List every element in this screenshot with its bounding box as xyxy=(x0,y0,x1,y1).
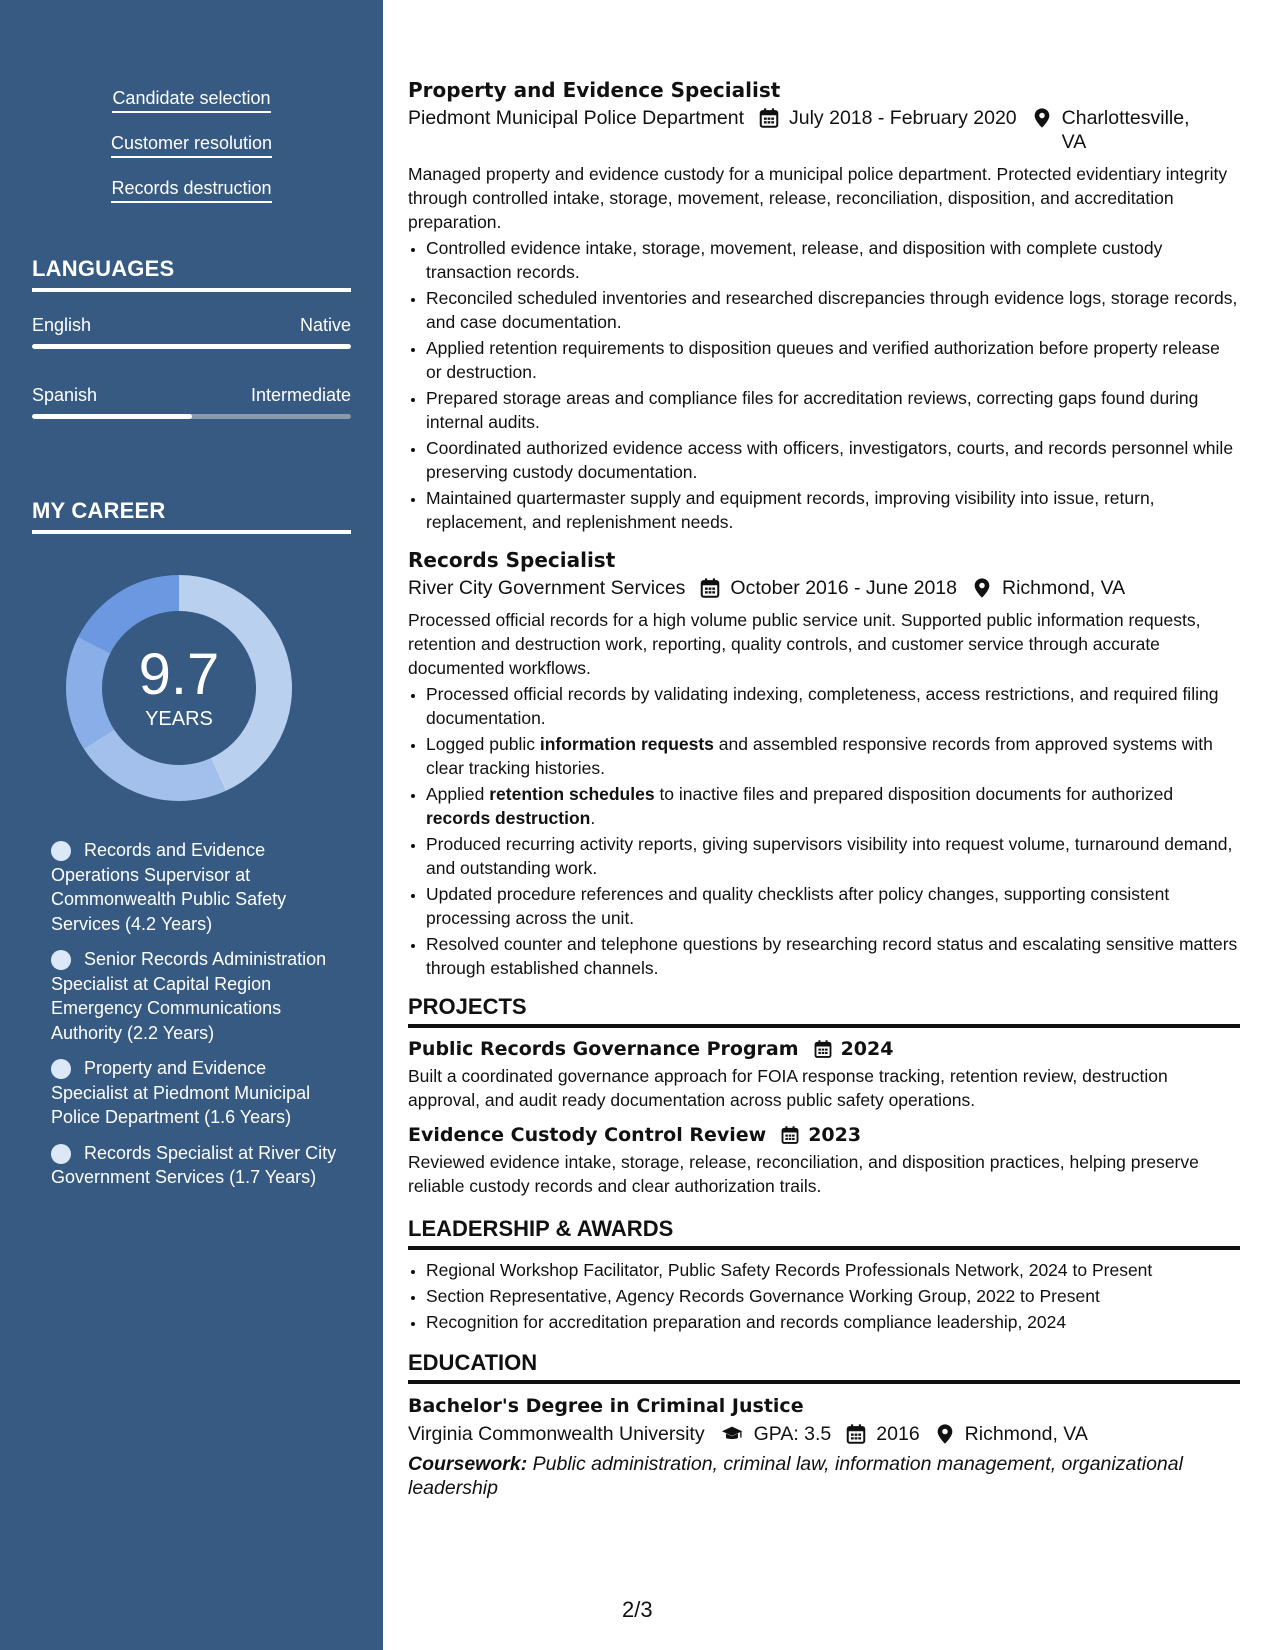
award-item: • Recognition for accreditation preparation and records compliance leadership, 2024 xyxy=(426,1310,1240,1334)
legend-text: Senior Records Administration Specialist at Capital Region Emergency Communications Authority (2.2 Years) xyxy=(51,949,327,1043)
calendar-icon xyxy=(699,577,721,599)
bold-text: retention schedules xyxy=(489,784,655,804)
job-organization: Piedmont Municipal Police Department xyxy=(408,107,744,129)
career-legend-item xyxy=(51,1056,341,1130)
job-summary: Managed property and evidence custody for a municipal police department. Protected evidentiary integrity through controlled intake, storage, movement, release, reconciliation, disposition, and accreditation preparation. xyxy=(408,164,1228,232)
award-item: • Regional Workshop Facilitator, Public Safety Records Professionals Network, 2024 to Present xyxy=(426,1258,1240,1282)
language-level: Intermediate xyxy=(250,385,351,405)
job-title: Records Specialist xyxy=(408,548,616,572)
skill-item: Customer resolution xyxy=(111,132,272,158)
calendar-icon xyxy=(813,1039,833,1059)
language-bar-fill xyxy=(32,414,192,419)
skills-list xyxy=(0,87,383,222)
legend-dot xyxy=(51,1059,71,1079)
bullet-item: • Controlled evidence intake, storage, movement, release, and disposition with complete custody transaction records. xyxy=(426,236,1240,284)
job-location-text: Richmond, VA xyxy=(1002,577,1126,599)
job-dates-text: July 2018 - February 2020 xyxy=(789,107,1017,129)
job-location xyxy=(1031,106,1201,154)
language-level: Native xyxy=(299,315,351,335)
legend-text: Records Specialist at River City Government Services (1.7 Years) xyxy=(51,1142,337,1187)
bullet-item: • Maintained quartermaster supply and equipment records, improving visibility into issue, return, replacement, and replenishment needs. xyxy=(426,486,1240,534)
main-content xyxy=(408,76,1240,1500)
language-bar xyxy=(32,344,351,349)
bold-text: records destruction xyxy=(426,808,591,828)
job-dates xyxy=(758,106,1017,154)
bullet-item: • Logged public information requests and assembled responsive records from approved systems with clear tracking histories. xyxy=(426,732,1240,780)
job-summary: Processed official records for a high volume public service unit. Supported public information requests, retention and destruction work, reporting, quality controls, and customer service through accurate documented workflows. xyxy=(408,610,1201,678)
language-english xyxy=(32,314,351,336)
awards-heading: LEADERSHIP & AWARDS xyxy=(408,1216,1240,1250)
project-year: 2024 xyxy=(840,1038,894,1060)
job-title: Property and Evidence Specialist xyxy=(408,78,781,102)
job-entry xyxy=(408,76,1240,534)
languages-heading: LANGUAGES xyxy=(32,256,351,292)
education-gpa xyxy=(719,1422,832,1446)
project-title: Evidence Custody Control Review xyxy=(408,1124,767,1146)
career-total-value: 9.7 xyxy=(138,642,220,707)
project-title-row xyxy=(408,1122,1240,1148)
education-year xyxy=(845,1422,919,1446)
career-total xyxy=(66,575,292,801)
job-bullets xyxy=(408,682,1240,980)
education-meta xyxy=(408,1422,1240,1446)
gpa-text: GPA: 3.5 xyxy=(753,1423,832,1445)
location-pin-icon xyxy=(971,577,993,599)
job-meta xyxy=(408,106,1240,154)
job-bullets xyxy=(408,236,1240,534)
career-legend-item xyxy=(51,947,341,1045)
language-bar xyxy=(32,414,351,419)
job-entry xyxy=(408,546,1240,980)
job-dates xyxy=(699,576,957,600)
legend-dot xyxy=(51,841,71,861)
coursework-label: Coursework: xyxy=(408,1453,528,1475)
language-bar-fill xyxy=(32,344,351,349)
bullet-item: • Processed official records by validating indexing, completeness, access restrictions, and required filing documentation. xyxy=(426,682,1240,730)
job-meta xyxy=(408,576,1240,600)
awards-list xyxy=(408,1258,1240,1334)
graduation-cap-icon xyxy=(719,1423,745,1445)
education-location xyxy=(934,1422,1088,1446)
language-name: Spanish xyxy=(32,385,98,405)
education-heading: EDUCATION xyxy=(408,1350,1240,1384)
project-entry xyxy=(408,1036,1240,1112)
job-location-text: Charlottesville, VA xyxy=(1061,107,1190,153)
project-year: 2023 xyxy=(808,1124,862,1146)
bullet-item: • Resolved counter and telephone questions by researching record status and escalating sensitive matters through established channels. xyxy=(426,932,1240,980)
bullet-item: • Prepared storage areas and compliance files for accreditation reviews, correcting gaps found during internal audits. xyxy=(426,386,1240,434)
skill-item: Records destruction xyxy=(111,177,271,203)
sidebar xyxy=(0,0,383,1650)
career-heading: MY CAREER xyxy=(32,498,351,534)
bullet-item: • Applied retention schedules to inactive files and prepared disposition documents for authorized records destruction. xyxy=(426,782,1240,830)
language-spanish xyxy=(32,384,351,406)
legend-text: Property and Evidence Specialist at Piedmont Municipal Police Department (1.6 Years) xyxy=(51,1058,311,1127)
skill-item: Candidate selection xyxy=(112,87,270,113)
career-total-unit: YEARS xyxy=(145,708,213,730)
bold-text: information requests xyxy=(539,734,714,754)
school-name: Virginia Commonwealth University xyxy=(408,1423,705,1445)
language-name: English xyxy=(32,315,92,335)
job-location xyxy=(971,576,1125,600)
calendar-icon xyxy=(845,1423,867,1445)
bullet-item: • Applied retention requirements to disposition queues and verified authorization before property release or destruction. xyxy=(426,336,1240,384)
project-description: Reviewed evidence intake, storage, release, reconciliation, and disposition practices, helping preserve reliable custody records and clear authorization trails. xyxy=(408,1152,1199,1196)
legend-dot xyxy=(51,950,71,970)
bullet-item: • Updated procedure references and quality checklists after policy changes, supporting consistent processing across the unit. xyxy=(426,882,1240,930)
bullet-item: • Produced recurring activity reports, giving supervisors visibility into request volume, turnaround demand, and outstanding work. xyxy=(426,832,1240,880)
career-legend-item xyxy=(51,1141,341,1190)
legend-dot xyxy=(51,1144,71,1164)
project-entry xyxy=(408,1122,1240,1198)
career-legend xyxy=(51,838,341,1201)
calendar-icon xyxy=(758,107,780,129)
legend-text: Records and Evidence Operations Supervisor at Commonwealth Public Safety Services (4.2 Years) xyxy=(51,840,287,934)
award-item: • Section Representative, Agency Records Governance Working Group, 2022 to Present xyxy=(426,1284,1240,1308)
location-pin-icon xyxy=(1031,107,1053,129)
job-dates-text: October 2016 - June 2018 xyxy=(730,577,957,599)
page-number: 2/3 xyxy=(622,1597,653,1622)
coursework-text: Public administration, criminal law, information management, organizational leadership xyxy=(408,1453,1183,1499)
job-organization: River City Government Services xyxy=(408,577,686,599)
bullet-item: • Coordinated authorized evidence access with officers, investigators, courts, and records personnel while preserving custody documentation. xyxy=(426,436,1240,484)
degree-title: Bachelor's Degree in Criminal Justice xyxy=(408,1395,804,1417)
career-legend-item xyxy=(51,838,341,936)
bullet-item: • Reconciled scheduled inventories and researched discrepancies through evidence logs, storage records, and case documentation. xyxy=(426,286,1240,334)
project-title-row xyxy=(408,1036,1240,1062)
project-title: Public Records Governance Program xyxy=(408,1038,799,1060)
location-pin-icon xyxy=(934,1423,956,1445)
coursework xyxy=(408,1452,1240,1500)
project-description: Built a coordinated governance approach for FOIA response tracking, retention review, destruction approval, and audit ready documentation across public safety operations. xyxy=(408,1066,1168,1110)
education-location-text: Richmond, VA xyxy=(964,1423,1088,1445)
projects-heading: PROJECTS xyxy=(408,994,1240,1028)
education-year-text: 2016 xyxy=(876,1423,920,1445)
calendar-icon xyxy=(780,1125,800,1145)
